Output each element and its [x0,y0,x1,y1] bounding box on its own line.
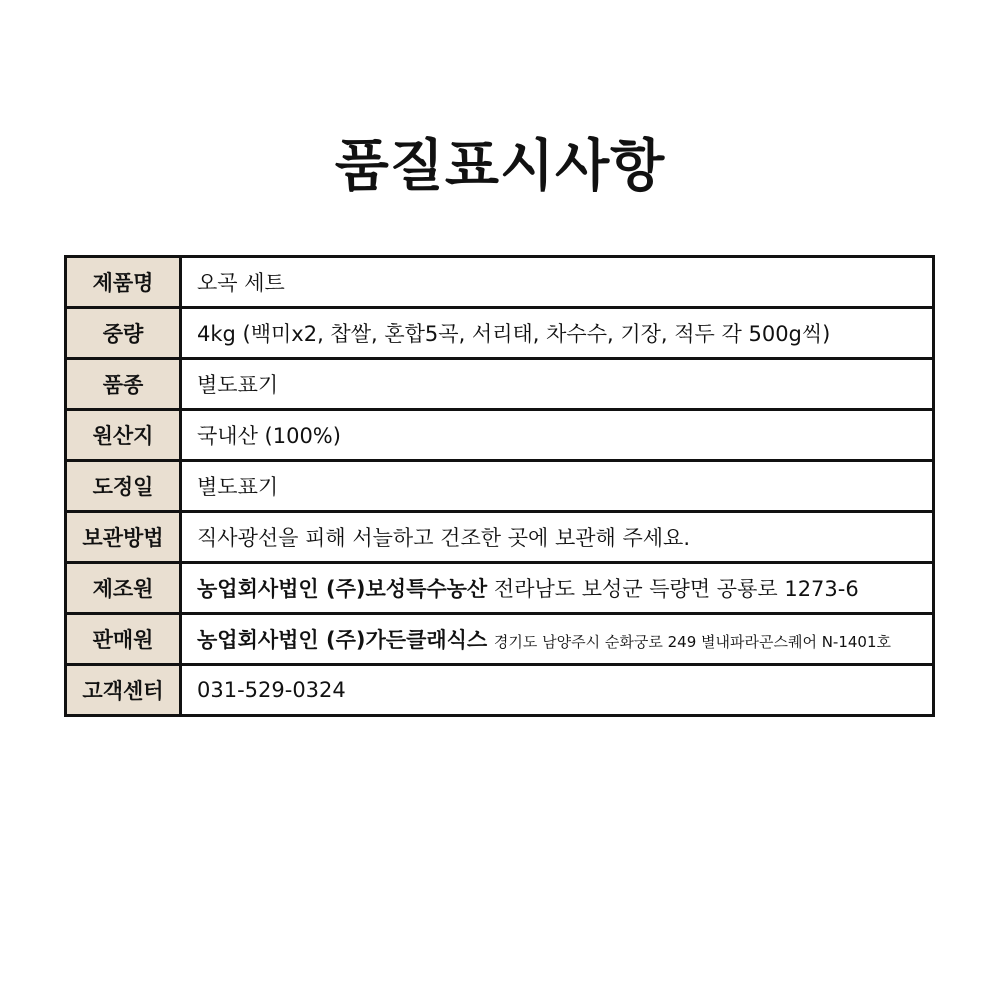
row-value: 별도표기 [181,359,934,410]
table-row-storage [66,512,934,563]
row-label: 고객센터 [66,665,181,716]
table-row-product-name [66,257,934,308]
page-title: 품질표시사항 [334,134,666,199]
table-row-manufacturer [66,563,934,614]
row-value: 031-529-0324 [181,665,934,716]
table-row-customer-center [66,665,934,716]
quality-info-table [64,255,935,717]
table-row-milling-date [66,461,934,512]
row-value: 국내산 (100%) [181,410,934,461]
row-label: 판매원 [66,614,181,665]
row-label: 제조원 [66,563,181,614]
row-value [181,614,934,665]
row-value: 4kg (백미x2, 찹쌀, 혼합5곡, 서리태, 차수수, 기장, 적두 각 500g씩) [181,308,934,359]
row-label: 제품명 [66,257,181,308]
row-value [181,563,934,614]
row-value: 오곡 세트 [181,257,934,308]
seller-address: 경기도 남양주시 순화궁로 249 별내파라곤스퀘어 N-1401호 [493,633,892,651]
table-row-seller [66,614,934,665]
row-label: 도정일 [66,461,181,512]
row-value: 직사광선을 피해 서늘하고 건조한 곳에 보관해 주세요. [181,512,934,563]
table-row-variety [66,359,934,410]
seller-company: 농업회사법인 (주)가든클래식스 [197,628,488,652]
row-label: 원산지 [66,410,181,461]
table-row-origin [66,410,934,461]
manufacturer-address: 전라남도 보성군 득량면 공룡로 1273-6 [493,577,859,601]
row-label: 중량 [66,308,181,359]
row-value: 별도표기 [181,461,934,512]
row-label: 보관방법 [66,512,181,563]
row-label: 품종 [66,359,181,410]
manufacturer-company: 농업회사법인 (주)보성특수농산 [197,577,488,601]
table-row-weight [66,308,934,359]
